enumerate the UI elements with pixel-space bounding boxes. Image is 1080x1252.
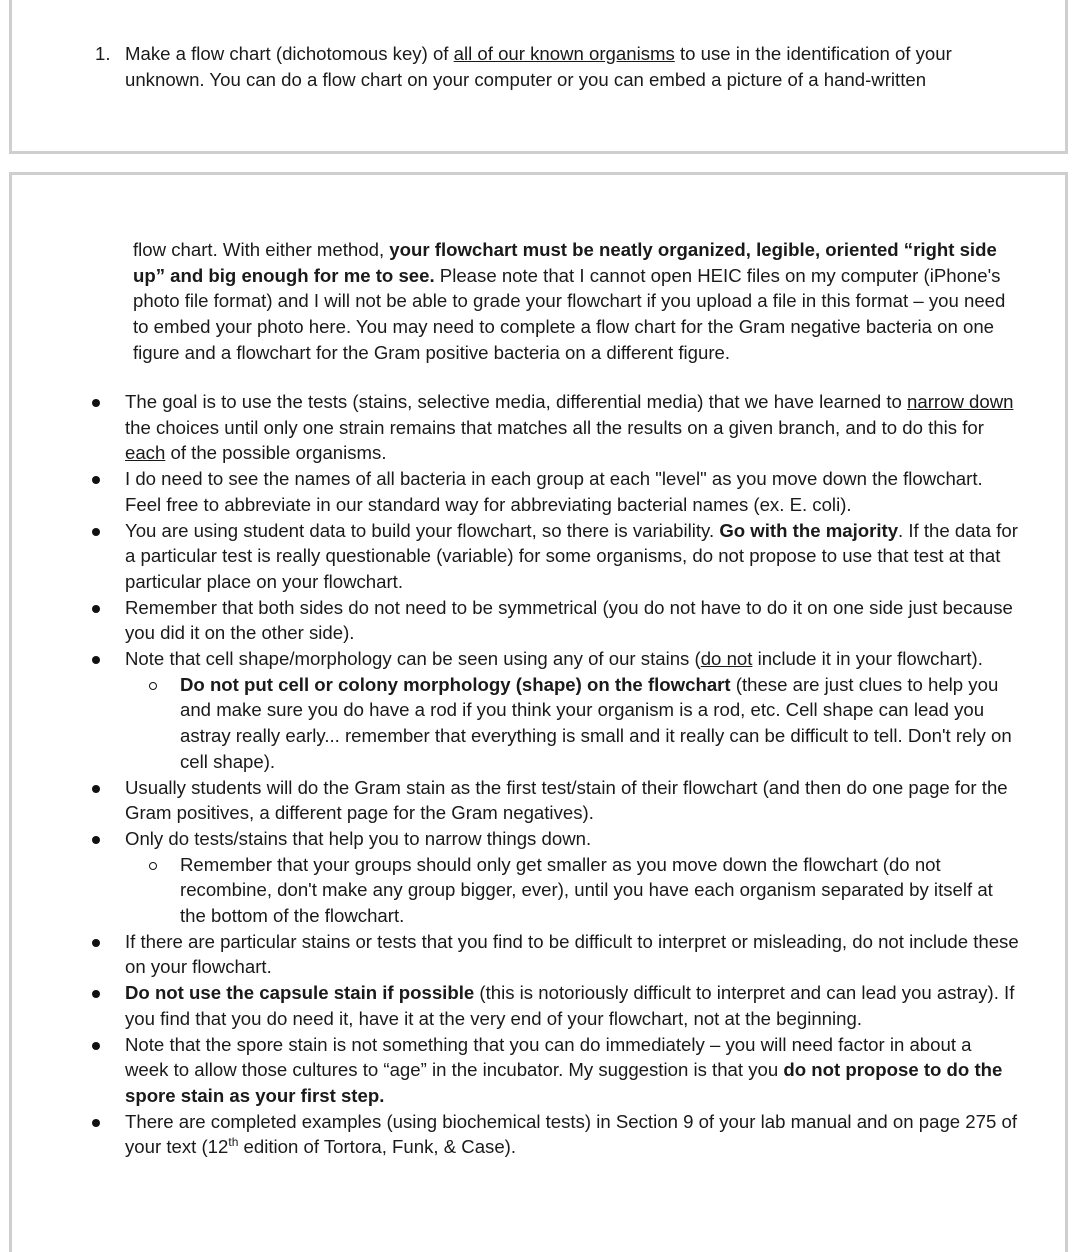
numbered-item-1 [95,41,995,92]
bullet-difficult-tests: If there are particular stains or tests that you find to be difficult to interpret or misleading, do not include these on your flowchart. [80,929,1020,980]
bullet-cell-shape: Note that cell shape/morphology can be seen using any of our stains (do not include it in your flowchart). Do not put cell or colony morphology (shape) on the flowchart (these are just clues to help you and make sure you do have a rod if you think your organism is a rod, etc. Cell shape can lead you astray really early... remember that everything is small and it really can be difficult to tell. Don't rely on cell shape). [80,646,1020,775]
bullet-icon [92,836,100,844]
sub-bullet-list [125,852,1020,929]
bullet-gram-stain-first: Usually students will do the Gram stain as the first test/stain of their flowchart (and then do one page for the Gram positives, a different page for the Gram negatives). [80,775,1020,826]
bullet-symmetry: Remember that both sides do not need to be symmetrical (you do not have to do it on one side just because you did it on the other side). [80,595,1020,646]
bullet-completed-examples: There are completed examples (using biochemical tests) in Section 9 of your lab manual and on page 275 of your text (12th edition of Tortora, Funk, & Case). [80,1109,1020,1160]
bullet-icon [92,528,100,536]
item-number: 1. [95,43,111,64]
sub-bullet-list [125,672,1020,775]
item1-text-a: Make a flow chart (dichotomous key) of [125,43,454,64]
item1-bold-requirement: your flowchart must be neatly organized, legible, oriented “right side up” and big enough for me to see. [133,239,997,286]
bullet-names-each-level: I do need to see the names of all bacteria in each group at each "level" as you move down the flowchart. Feel free to abbreviate in our standard way for abbreviating bacterial names (ex. E. coli). [80,466,1020,517]
bullet-capsule-stain: Do not use the capsule stain if possible (this is notoriously difficult to interpret and can lead you astray). If you find that you do need it, have it at the very end of your flowchart, not at the beginning. [80,980,1020,1031]
sub-bullet-icon [149,862,157,870]
bullet-icon [92,605,100,613]
bullet-icon [92,939,100,947]
item1-text-b: flow chart. With either method, [133,239,390,260]
item1-text-b-end: Please note that I cannot open HEIC files on my computer (iPhone's photo file format) and I will not be able to grade your flowchart if you upload a file in this format – you need to embed your photo here. You may need to complete a flow chart for the Gram negative bacteria on one figure and a flowchart for the Gram positive bacteria on a different figure. [133,264,1006,363]
item1-text-a-end: to use in the identification of your unknown. You can do a flow chart on your computer or you can embed a picture of a hand-written [125,43,952,90]
bullet-icon [92,399,100,407]
bullet-icon [92,1042,100,1050]
bullet-icon [92,1119,100,1127]
bullet-icon [92,785,100,793]
bullet-icon [92,656,100,664]
sub-bullet-icon [149,682,157,690]
bullet-narrow-down: The goal is to use the tests (stains, selective media, differential media) that we have learned to narrow down the choices until only one strain remains that matches all the results on a given branch, and to do this for each of the possible organisms. [80,389,1020,466]
bullet-icon [92,990,100,998]
bullet-narrow-things-down: Only do tests/stains that help you to narrow things down. Remember that your groups should only get smaller as you move down the flowchart (do not recombine, don't make any group bigger, ever), until you have each organism separated by itself at the bottom of the flowchart. [80,826,1020,929]
bullet-majority: You are using student data to build your flowchart, so there is variability. Go with the majority. If the data for a particular test is really questionable (variable) for some organisms, do not propose to use that test at that particular place on your flowchart. [80,518,1020,595]
bullet-icon [92,476,100,484]
sub-bullet-morphology: Do not put cell or colony morphology (shape) on the flowchart (these are just clues to help you and make sure you do have a rod if you think your organism is a rod, etc. Cell shape can lead you astray really early... remember that everything is small and it really can be difficult to tell. Don't rely on cell shape). [125,672,1020,775]
instructions-bullet-list [80,389,1020,1160]
bullet-spore-stain: Note that the spore stain is not something that you can do immediately – you will need factor in about a week to allow those cultures to “age” in the incubator. My suggestion is that you do not propose to do the spore stain as your first step. [80,1032,1020,1109]
sub-bullet-groups-smaller: Remember that your groups should only get smaller as you move down the flowchart (do not recombine, don't make any group bigger, ever), until you have each organism separated by itself at the bottom of the flowchart. [125,852,1020,929]
item1-underlined-text: all of our known organisms [453,43,675,64]
item1-continuation [133,237,1013,366]
